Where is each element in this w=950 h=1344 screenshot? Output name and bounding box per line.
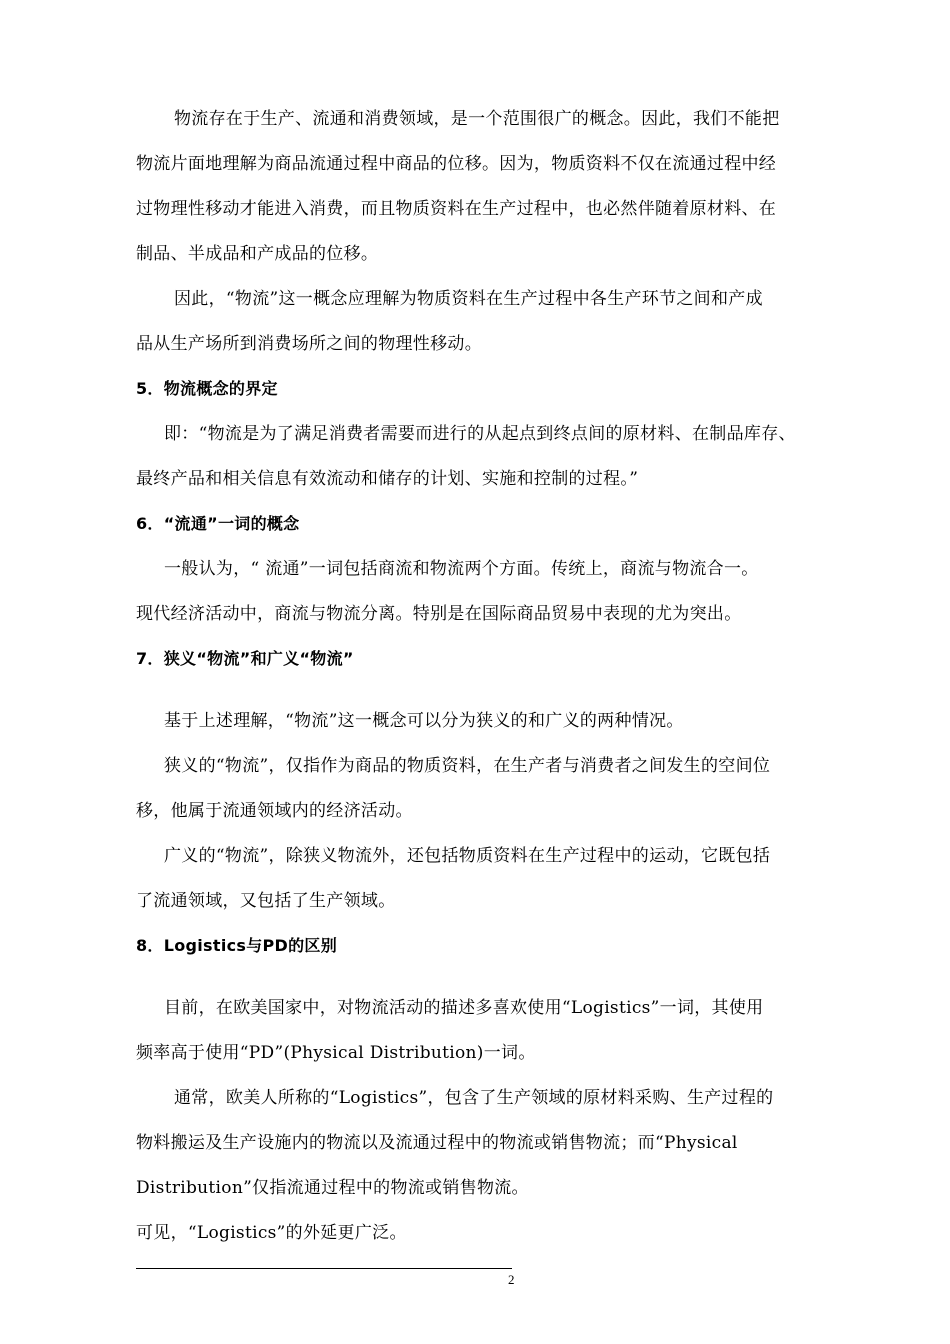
page-number: 2 (508, 1272, 515, 1287)
paragraph-line: 过物理性移动才能进入消费，而且物质资料在生产过程中，也必然伴随着原材料、在 (136, 199, 777, 219)
paragraph-line: 即：“物流是为了满足消费者需要而进行的从起点到终点间的原材料、在制品库存、 (164, 424, 796, 444)
paragraph-line: 制品、半成品和产成品的位移。 (136, 244, 379, 264)
paragraph-line: 因此，“物流”这一概念应理解为物质资料在生产过程中各生产环节之间和产成 (174, 289, 763, 309)
section-heading: 7．狭义“物流”和广义“物流” (136, 649, 354, 668)
paragraph-line: 移，他属于流通领域内的经济活动。 (136, 801, 413, 821)
footer-rule (136, 1268, 512, 1269)
paragraph-line: 最终产品和相关信息有效流动和储存的计划、实施和控制的过程。” (136, 469, 639, 489)
paragraph-line: 可见，“Logistics”的外延更广泛。 (136, 1223, 407, 1243)
paragraph-line: Distribution”仅指流通过程中的物流或销售物流。 (136, 1178, 529, 1198)
section-heading: 5．物流概念的界定 (136, 379, 278, 398)
paragraph-line: 频率高于使用“PD”(Physical Distribution)一词。 (136, 1043, 536, 1063)
paragraph-line: 物流存在于生产、流通和消费领域，是一个范围很广的概念。因此，我们不能把 (174, 109, 780, 129)
paragraph-line: 了流通领域，又包括了生产领域。 (136, 891, 396, 911)
paragraph-line: 物流片面地理解为商品流通过程中商品的位移。因为，物质资料不仅在流通过程中经 (136, 154, 777, 174)
paragraph-line: 现代经济活动中，商流与物流分离。特别是在国际商品贸易中表现的尤为突出。 (136, 604, 742, 624)
paragraph-line: 目前，在欧美国家中，对物流活动的描述多喜欢使用“Logistics”一词，其使用 (164, 998, 764, 1018)
paragraph-line: 狭义的“物流”，仅指作为商品的物质资料，在生产者与消费者之间发生的空间位 (164, 756, 771, 776)
paragraph-line: 广义的“物流”，除狭义物流外，还包括物质资料在生产过程中的运动，它既包括 (164, 846, 771, 866)
paragraph-line: 通常，欧美人所称的“Logistics”，包含了生产领域的原材料采购、生产过程的 (174, 1088, 774, 1108)
section-heading: 8．Logistics与PD的区别 (136, 936, 338, 955)
paragraph-line: 物料搬运及生产设施内的物流以及流通过程中的物流或销售物流；而“Physical (136, 1133, 738, 1153)
paragraph-line: 一般认为，“ 流通”一词包括商流和物流两个方面。传统上，商流与物流合一。 (164, 559, 759, 579)
paragraph-line: 基于上述理解，“物流”这一概念可以分为狭义的和广义的两种情况。 (164, 711, 684, 731)
paragraph-line: 品从生产场所到消费场所之间的物理性移动。 (136, 334, 482, 354)
section-heading: 6．“流通”一词的概念 (136, 514, 300, 533)
